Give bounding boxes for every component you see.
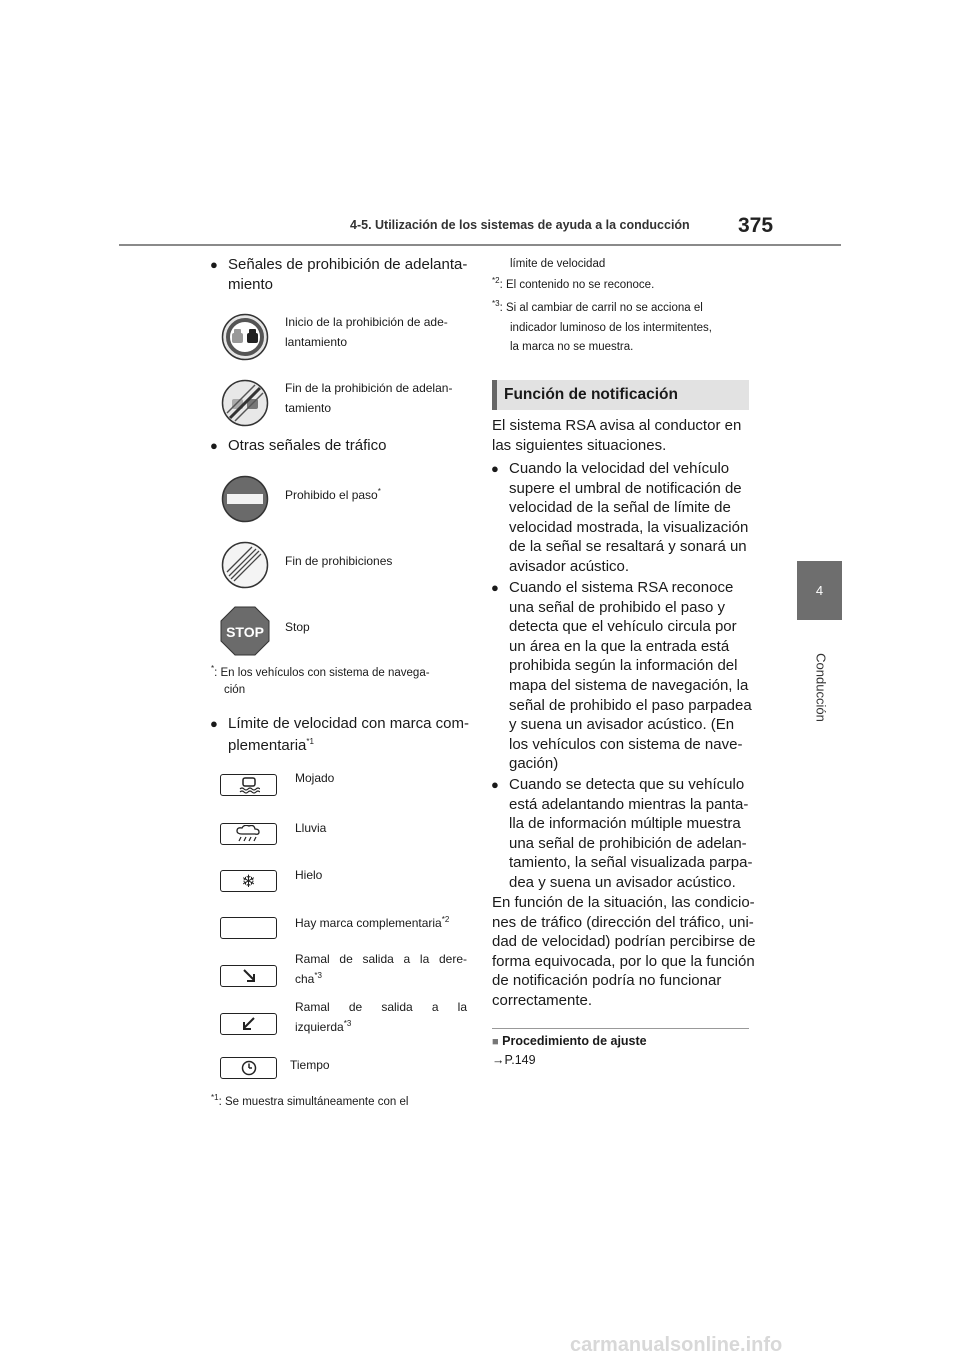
no-entry-sign-icon — [221, 475, 269, 523]
closing-paragraph: En función de la situación, las condicio- nes de tráfico (dirección del tráfico, uni- dad de velocidad) podrían percibirse de forma equivocada, por lo que la función de notificación podría no funcionar correctamente. — [492, 894, 756, 1009]
plate-ice-label: Hielo — [295, 868, 323, 882]
plate-exit-right-icon — [220, 965, 277, 987]
header-divider — [119, 244, 841, 246]
section-title: 4-5. Utilización de los sistemas de ayuda a la conducción — [350, 218, 690, 232]
sign-overtaking-end-label: Fin de la prohibición de adelan- tamiento — [285, 381, 453, 415]
plate-exit-right-label: Ramal de salida a la dere- cha$^{*3}$ — [295, 952, 467, 986]
watermark: carmanualsonline.info — [570, 1334, 783, 1356]
bullet-other-signs: ● Otras señales de tráfico — [210, 437, 387, 454]
footnote-1-continued: límite de velocidad — [510, 258, 606, 270]
bullet-no-entry-notification: ● Cuando el sistema RSA reconoce una señal de prohibido el paso y detecta que el vehículo circula por un área en la que la entrada está prohibida según la información del mapa del sistema de navegación, la señal de prohibido el paso parpadea y suena un avisador acústico. (En los vehículos con sistema de nave- gación) — [491, 579, 752, 773]
bullet-dot-icon: ● — [491, 777, 499, 792]
footnote-star: *: En los vehículos con sistema de navega- ción — [211, 664, 430, 696]
plate-wet-label: Mojado — [295, 771, 335, 785]
bullet-speed-notification: ● Cuando la velocidad del vehículo supere el umbral de notificación de velocidad de la señal de límite de velocidad mostrada, la visualización de la señal se resaltará y sonará un avisador acústico. — [491, 460, 749, 575]
plate-rain-label: Lluvia — [295, 821, 327, 835]
sign-stop-label: Stop — [285, 620, 310, 634]
no-overtaking-sign-icon — [221, 313, 269, 361]
bullet-dot-icon: ● — [210, 716, 218, 731]
procedure-heading: ■ Procedimiento de ajuste — [492, 1034, 647, 1048]
stop-sign-text: STOP — [226, 624, 264, 640]
plate-wet-icon — [220, 774, 277, 796]
footnote-2: $^{*2}$: El contenido no se reconoce. — [492, 276, 655, 291]
plate-time-icon — [220, 1057, 277, 1079]
stop-sign-icon — [220, 606, 270, 656]
bullet-dot-icon: ● — [210, 438, 218, 453]
arrow-icon: → — [492, 1053, 505, 1067]
plate-exit-left-label: Ramal de salida a la izquierda$^{*3}$ — [295, 1000, 467, 1034]
bullet-overtaking-notification: ● Cuando se detecta que su vehículo está adelantando mientras la panta- lla de información múltiple muestra una señal de prohibición de adelan- tamiento, la señal visualizada parpa- dea y suena un avisador acústico. — [491, 776, 753, 891]
procedure-reference[interactable]: →P.149 — [492, 1053, 536, 1067]
footnote-1: $^{*1}$: Se muestra simultáneamente con el — [211, 1093, 409, 1108]
bullet-speed-limit: ● Límite de velocidad con marca com- plementaria$^{*1}$ — [210, 715, 469, 754]
intro-text: El sistema RSA avisa al conductor en las siguientes situaciones. — [492, 417, 742, 454]
square-bullet-icon: ■ — [492, 1036, 499, 1048]
bullet-dot-icon: ● — [491, 580, 499, 595]
plate-time-label: Tiempo — [290, 1058, 330, 1072]
plate-rain-icon — [220, 823, 277, 845]
chapter-tab[interactable] — [797, 561, 842, 620]
plate-additional-icon — [220, 917, 277, 939]
end-of-prohibitions-sign-icon — [221, 541, 269, 589]
chapter-number: 4 — [815, 583, 824, 598]
section-heading: Función de notificación — [492, 380, 749, 410]
page-number: 375 — [738, 214, 774, 237]
plate-exit-left-icon — [220, 1013, 277, 1035]
bullet-dot-icon: ● — [210, 257, 218, 272]
plate-ice-icon: ❄ — [220, 870, 277, 892]
chapter-label: Conducción — [813, 653, 829, 722]
footnote-3: $^{*3}$: Si al cambiar de carril no se acciona el indicador luminoso de los intermitentes, la marca no se muestra. — [492, 299, 712, 353]
sign-no-entry-label: Prohibido el paso* — [285, 487, 381, 502]
plate-additional-label: Hay marca complementaria$^{*2}$ — [295, 915, 450, 930]
sign-end-prohibitions-label: Fin de prohibiciones — [285, 554, 393, 568]
sign-overtaking-start-label: Inicio de la prohibición de ade- lantamiento — [285, 315, 448, 349]
procedure-divider — [492, 1028, 749, 1029]
bullet-overtaking: ● Señales de prohibición de adelanta- miento — [210, 256, 468, 293]
bullet-dot-icon: ● — [491, 461, 499, 476]
end-no-overtaking-sign-icon — [221, 379, 269, 427]
